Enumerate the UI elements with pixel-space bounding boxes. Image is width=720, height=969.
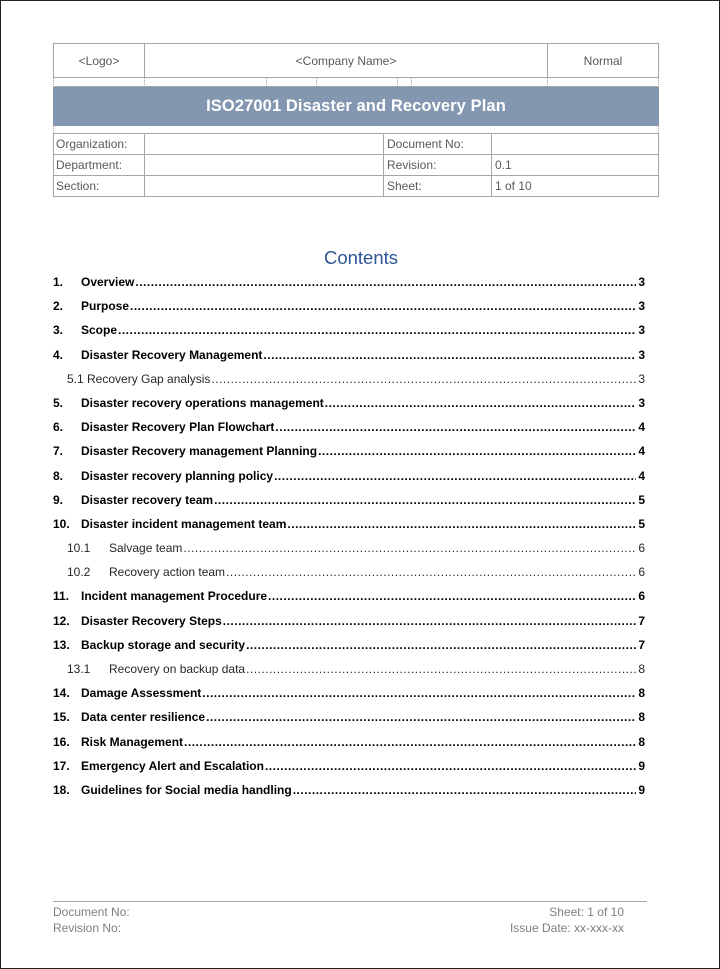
cell-divider [397, 78, 398, 87]
toc-entry[interactable] [53, 585, 645, 609]
toc-entry-number: 14. [53, 686, 70, 701]
toc-entry[interactable] [53, 561, 645, 585]
toc-entry-title[interactable]: Purpose [81, 299, 130, 314]
toc-entry-title[interactable]: Disaster Recovery management Planning [81, 444, 318, 459]
toc-entry[interactable] [53, 779, 645, 803]
toc-entry-title[interactable]: Disaster recovery operations management [81, 395, 324, 410]
toc-entry-page[interactable]: 3 [638, 371, 645, 386]
footer-issue-date: Issue Date: xx-xxx-xx [509, 921, 624, 935]
toc-entry-page[interactable]: 3 [638, 395, 645, 410]
toc-entry-title[interactable]: 5.1 Recovery Gap analysis [67, 371, 211, 386]
toc-entry[interactable] [53, 344, 645, 368]
toc-dot-leader [226, 561, 636, 583]
toc-entry-title[interactable]: Scope [81, 323, 118, 338]
toc-entry-number: 12. [53, 613, 70, 628]
toc-entry-title[interactable]: Recovery on backup data [109, 662, 246, 676]
toc-entry[interactable] [53, 658, 645, 682]
toc-entry-number: 7. [53, 444, 64, 459]
toc-entry[interactable] [53, 634, 645, 658]
toc-entry-page[interactable]: 9 [638, 782, 645, 797]
toc-entry-page[interactable]: 5 [638, 492, 645, 507]
table-of-contents [53, 271, 645, 803]
toc-entry-number: 9. [53, 492, 64, 507]
toc-dot-leader [318, 440, 636, 462]
toc-entry-page[interactable]: 8 [638, 710, 645, 725]
toc-entry-number: 16. [53, 734, 70, 749]
toc-dot-leader [211, 368, 636, 390]
cell-divider [547, 78, 548, 87]
cell-divider [266, 78, 267, 87]
header-top-row [53, 43, 659, 78]
toc-entry-number: 13.1 [67, 662, 91, 676]
document-info-table [53, 133, 659, 197]
toc-dot-leader [275, 416, 636, 438]
toc-dot-leader [206, 706, 636, 728]
toc-dot-leader [183, 537, 636, 559]
toc-entry-title[interactable]: Data center resilience [81, 710, 206, 725]
info-row [54, 134, 659, 155]
sheet-label: Sheet: [384, 176, 492, 197]
company-name: <Company Name> [145, 44, 548, 77]
toc-entry-title[interactable]: Salvage team [109, 541, 183, 556]
toc-entry-number: 15. [53, 710, 70, 725]
toc-entry-title[interactable]: Disaster Recovery Plan Flowchart [81, 420, 275, 435]
toc-entry-title[interactable]: Risk Management [81, 734, 184, 749]
organization-value[interactable] [145, 134, 384, 155]
info-row [54, 176, 659, 197]
toc-entry-page[interactable]: 8 [638, 686, 645, 701]
toc-entry-title[interactable]: Guidelines for Social media handling [81, 782, 292, 797]
toc-entry[interactable] [53, 682, 645, 706]
toc-entry[interactable] [53, 489, 645, 513]
toc-entry-number: 8. [53, 468, 64, 483]
toc-entry[interactable] [53, 319, 645, 343]
toc-entry-number: 5. [53, 395, 64, 410]
toc-dot-leader [287, 513, 636, 535]
toc-entry-page[interactable]: 3 [638, 299, 645, 314]
section-label: Section: [54, 176, 145, 197]
toc-entry[interactable] [53, 513, 645, 537]
footer-document-no: Document No: [53, 905, 130, 919]
header-spacer-row [53, 126, 659, 133]
sheet-value[interactable]: 1 of 10 [492, 176, 659, 197]
footer-revision-no: Revision No: [53, 921, 122, 935]
toc-entry-page[interactable]: 7 [638, 613, 645, 628]
toc-dot-leader [246, 634, 636, 656]
toc-entry-title[interactable]: Overview [81, 275, 135, 289]
toc-entry-page[interactable]: 4 [638, 420, 645, 435]
document-title: ISO27001 Disaster and Recovery Plan [53, 87, 659, 126]
toc-dot-leader [184, 731, 636, 753]
toc-entry[interactable] [53, 465, 645, 489]
toc-entry-title[interactable]: Disaster incident management team [81, 516, 287, 531]
classification-label: Normal [583, 53, 623, 68]
cell-divider [144, 78, 145, 87]
toc-entry-page[interactable]: 6 [638, 541, 645, 556]
toc-entry-page[interactable]: 9 [638, 758, 645, 773]
toc-dot-leader [118, 319, 636, 341]
toc-dot-leader [223, 610, 636, 632]
toc-dot-leader [325, 392, 636, 414]
document-no-value[interactable] [492, 134, 659, 155]
toc-dot-leader [214, 489, 636, 511]
toc-entry[interactable] [53, 731, 645, 755]
toc-entry-title[interactable]: Recovery action team [109, 565, 226, 580]
toc-entry-page[interactable]: 3 [638, 275, 645, 289]
document-header [53, 43, 659, 197]
revision-label: Revision: [384, 155, 492, 176]
toc-entry-number: 10.2 [67, 565, 91, 580]
logo-placeholder: <Logo> [54, 44, 145, 77]
header-spacer-row [53, 78, 659, 87]
toc-entry-title[interactable]: Disaster recovery team [81, 492, 214, 507]
cell-divider [316, 78, 317, 87]
toc-entry-title[interactable]: Incident management Procedure [81, 589, 268, 604]
toc-entry-number: 1. [53, 275, 64, 289]
toc-dot-leader [135, 271, 636, 293]
section-value[interactable] [145, 176, 384, 197]
footer-sheet: Sheet: 1 of 10 [549, 905, 624, 919]
toc-entry-number: 17. [53, 758, 70, 773]
toc-dot-leader [293, 779, 636, 801]
toc-entry-number: 13. [53, 637, 70, 652]
toc-entry-title[interactable]: Disaster Recovery Management [81, 347, 263, 362]
toc-entry-title[interactable]: Backup storage and security [81, 637, 246, 652]
toc-entry[interactable] [53, 610, 645, 634]
toc-entry-page[interactable]: 5 [638, 516, 645, 531]
toc-entry[interactable] [53, 755, 645, 779]
info-row [54, 155, 659, 176]
toc-dot-leader [130, 295, 636, 317]
toc-dot-leader [274, 465, 636, 487]
toc-entry[interactable] [53, 706, 645, 730]
toc-entry-page[interactable]: 8 [638, 662, 645, 676]
toc-dot-leader [268, 585, 636, 607]
document-no-label: Document No: [384, 134, 492, 155]
toc-dot-leader [263, 344, 636, 366]
toc-dot-leader [202, 682, 636, 704]
organization-label: Organization: [54, 134, 145, 155]
toc-entry[interactable] [53, 537, 645, 561]
toc-entry-page[interactable]: 8 [638, 734, 645, 749]
toc-entry[interactable] [53, 416, 645, 440]
toc-entry-title[interactable]: Damage Assessment [81, 686, 202, 701]
toc-entry-number: 18. [53, 782, 70, 797]
revision-value[interactable]: 0.1 [492, 155, 659, 176]
toc-entry-number: 11. [53, 589, 70, 604]
toc-entry[interactable] [53, 440, 645, 464]
toc-entry-number: 2. [53, 299, 64, 314]
cell-divider [411, 78, 412, 87]
toc-entry-page[interactable]: 4 [638, 444, 645, 459]
toc-entry-page[interactable]: 4 [638, 468, 645, 483]
toc-entry[interactable] [53, 295, 645, 319]
department-value[interactable] [145, 155, 384, 176]
toc-entry-page[interactable]: 6 [638, 565, 645, 580]
toc-entry-page[interactable]: 3 [638, 347, 645, 362]
toc-entry-title[interactable]: Emergency Alert and Escalation [81, 758, 264, 773]
toc-entry-page[interactable]: 6 [638, 589, 645, 604]
footer-divider [53, 901, 647, 902]
department-label: Department: [54, 155, 145, 176]
toc-entry-number: 10. [53, 516, 70, 531]
toc-dot-leader [246, 658, 636, 680]
toc-entry[interactable] [53, 271, 645, 295]
toc-entry-number: 3. [53, 323, 64, 338]
toc-entry-title[interactable]: Disaster recovery planning policy [81, 468, 274, 483]
contents-heading: Contents [323, 247, 399, 268]
toc-entry-page[interactable]: 7 [638, 637, 645, 652]
toc-entry-number: 6. [53, 420, 64, 435]
toc-entry-title[interactable]: Disaster Recovery Steps [81, 613, 222, 628]
toc-entry-number: 10.1 [67, 541, 91, 556]
page-footer [53, 904, 624, 936]
toc-dot-leader [265, 755, 636, 777]
toc-entry[interactable] [53, 392, 645, 416]
toc-entry-number: 4. [53, 347, 64, 362]
toc-entry-page[interactable]: 3 [638, 323, 645, 338]
toc-entry[interactable] [53, 368, 645, 392]
